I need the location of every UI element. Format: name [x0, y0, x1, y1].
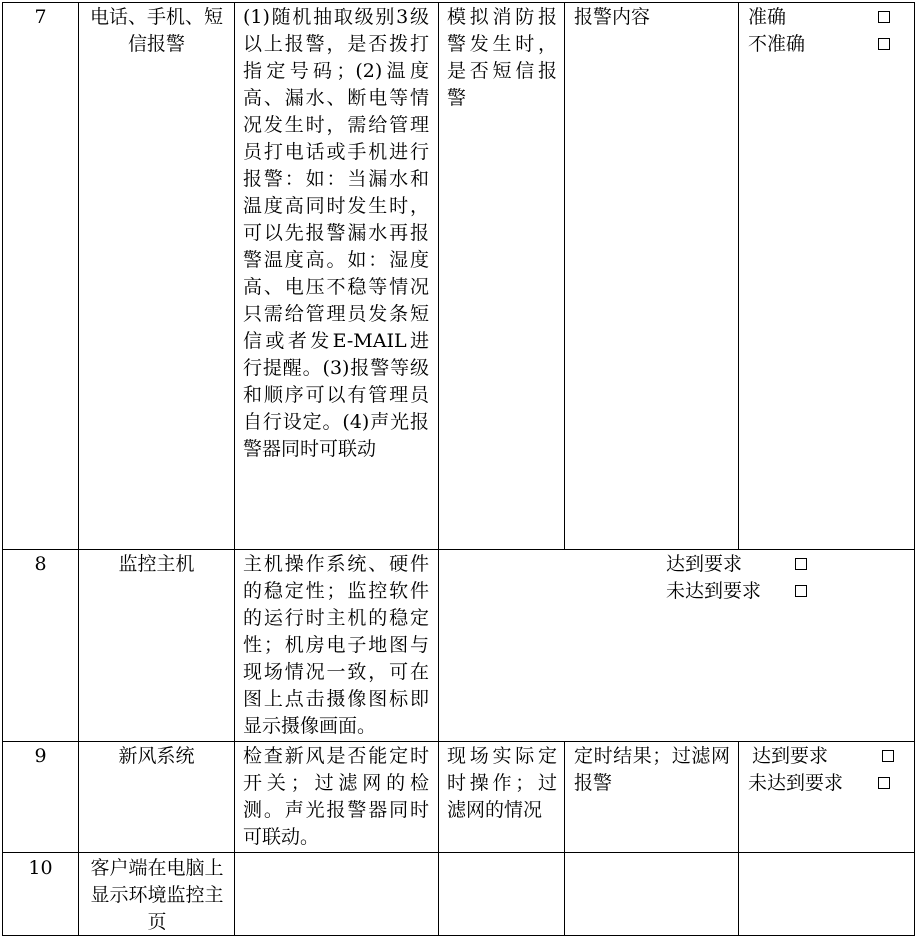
method-text: 现场实际定时操作；过滤网的情况	[447, 745, 557, 821]
column-divider	[738, 2, 739, 550]
column-divider	[738, 741, 739, 936]
column-divider	[564, 2, 565, 550]
requirement-text: 主机操作系统、硬件的稳定性；监控软件的运行时主机的稳定性；机房电子地图与现场情况一致，可在图上点击摄像图标即显示摄像画面。	[243, 553, 429, 737]
option-checkbox[interactable]	[878, 777, 890, 789]
option-checkbox[interactable]	[878, 11, 890, 23]
table-right-border	[914, 2, 915, 936]
row-number: 10	[28, 857, 53, 879]
option-label: 准确	[748, 6, 787, 28]
row-number: 7	[34, 6, 47, 28]
column-divider	[78, 2, 79, 936]
method-text: 模拟消防报警发生时，是否短信报警	[447, 6, 557, 109]
option-checkbox[interactable]	[795, 558, 807, 570]
column-divider	[234, 2, 235, 936]
row-number: 9	[34, 745, 47, 767]
requirement-text: (1)随机抽取级别3级以上报警，是否拨打指定号码；(2)温度高、漏水、断电等情况发生时，需给管理员打电话或手机进行报警：如：当漏水和温度高同时发生时，可以先报警漏水再报警温度高。如：湿度高、电压不稳等情况只需给管理员发条短信或者发E-MAIL进行提醒。(3)报警等级和顺序可以有管理员自行设定。(4)声光报警器同时可联动	[243, 6, 429, 460]
option-checkbox[interactable]	[882, 750, 894, 762]
item-name: 新风系统	[118, 745, 195, 767]
requirement-text: 检查新风是否能定时开关；过滤网的检测。声光报警器同时可联动。	[243, 745, 429, 848]
column-divider	[564, 741, 565, 936]
option-checkbox[interactable]	[878, 38, 890, 50]
option-label: 未达到要求	[666, 580, 762, 602]
content-text: 定时结果；过滤网报警	[574, 745, 730, 794]
row-number: 8	[34, 553, 47, 575]
column-divider	[438, 2, 439, 936]
option-label: 达到要求	[666, 553, 743, 575]
content-text: 报警内容	[574, 6, 651, 28]
table-left-border	[2, 2, 3, 936]
option-label: 达到要求	[752, 745, 829, 767]
option-label: 未达到要求	[748, 772, 844, 794]
item-name: 电话、手机、短信报警	[89, 6, 223, 55]
option-label: 不准确	[748, 33, 806, 55]
table-top-border	[2, 2, 915, 3]
row-divider	[2, 852, 915, 853]
option-checkbox[interactable]	[795, 585, 807, 597]
item-name: 客户端在电脑上显示环境监控主页	[90, 857, 224, 933]
row-divider	[2, 549, 915, 550]
item-name: 监控主机	[118, 553, 195, 575]
row-divider	[2, 741, 915, 742]
